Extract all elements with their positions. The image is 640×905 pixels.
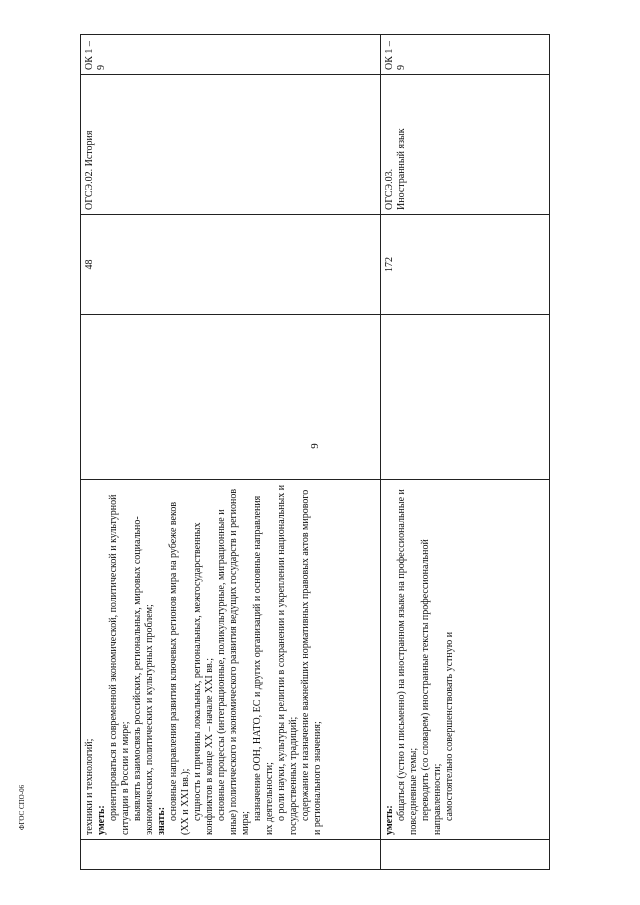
know-item: содержание и назначение важнейших нормативных правовых актов мирового и регионального значения; bbox=[300, 489, 323, 835]
discipline-code: ОГСЭ.03. bbox=[384, 168, 395, 210]
footer-code: ФГОС СПО-06 bbox=[18, 784, 26, 830]
page-number: 9 bbox=[308, 443, 321, 449]
able-item: выявлять взаимосвязь российских, региональных, мировых социально-экономических, политических и культурных проблем; bbox=[132, 516, 155, 835]
able-label: уметь: bbox=[96, 805, 107, 835]
content-cell-language bbox=[381, 480, 550, 840]
able-item: общаться (устно и письменно) на иностранном языке на профессиональные и повседневные темы; bbox=[396, 489, 419, 835]
able-label: уметь: bbox=[384, 805, 395, 835]
discipline-cell bbox=[381, 75, 550, 215]
content-cell-history bbox=[81, 480, 381, 840]
know-label: знать: bbox=[156, 806, 167, 835]
curriculum-table bbox=[80, 34, 550, 870]
empty-cell bbox=[381, 315, 550, 480]
curriculum-table-container bbox=[80, 35, 550, 870]
table-row-foreign-language bbox=[381, 35, 550, 870]
content-prefix: техники и технологий; bbox=[84, 738, 95, 835]
discipline-cell: ОГСЭ.02. История bbox=[81, 75, 381, 215]
able-item: переводить (со словарем) иностранные тексты профессиональной направленности; bbox=[420, 539, 443, 835]
empty-cell bbox=[81, 315, 381, 480]
table-row-history bbox=[81, 35, 381, 870]
competencies-cell: ОК 1 – 9 bbox=[81, 35, 381, 75]
index-cell bbox=[381, 840, 550, 870]
know-item: основные направления развития ключевых регионов мира на рубеже веков (XX и XXI вв.); bbox=[168, 501, 191, 835]
index-cell bbox=[81, 840, 381, 870]
know-item: назначение ООН, НАТО, ЕС и других организаций и основные направления их деятельности; bbox=[252, 495, 275, 835]
hours-cell: 172 bbox=[381, 215, 550, 315]
discipline-name: Иностранный язык bbox=[396, 128, 407, 210]
know-item: о роли науки, культуры и религии в сохранении и укреплении национальных и государственных традиций; bbox=[276, 484, 299, 835]
competencies-cell: ОК 1 – 9 bbox=[381, 35, 550, 75]
able-item: ориентироваться в современной экономической, политической и культурной ситуации в России и мире; bbox=[108, 494, 131, 835]
know-item: основные процессы (интеграционные, поликультурные, миграционные и иные) политического и экономического развития ведущих государств и регионов мира; bbox=[216, 488, 251, 835]
hours-cell: 48 bbox=[81, 215, 381, 315]
able-item: самостоятельно совершенствовать устную и bbox=[444, 631, 455, 821]
know-item: сущность и причины локальных, региональных, межгосударственных конфликтов в конце XX – начале XXI вв.; bbox=[192, 522, 215, 835]
